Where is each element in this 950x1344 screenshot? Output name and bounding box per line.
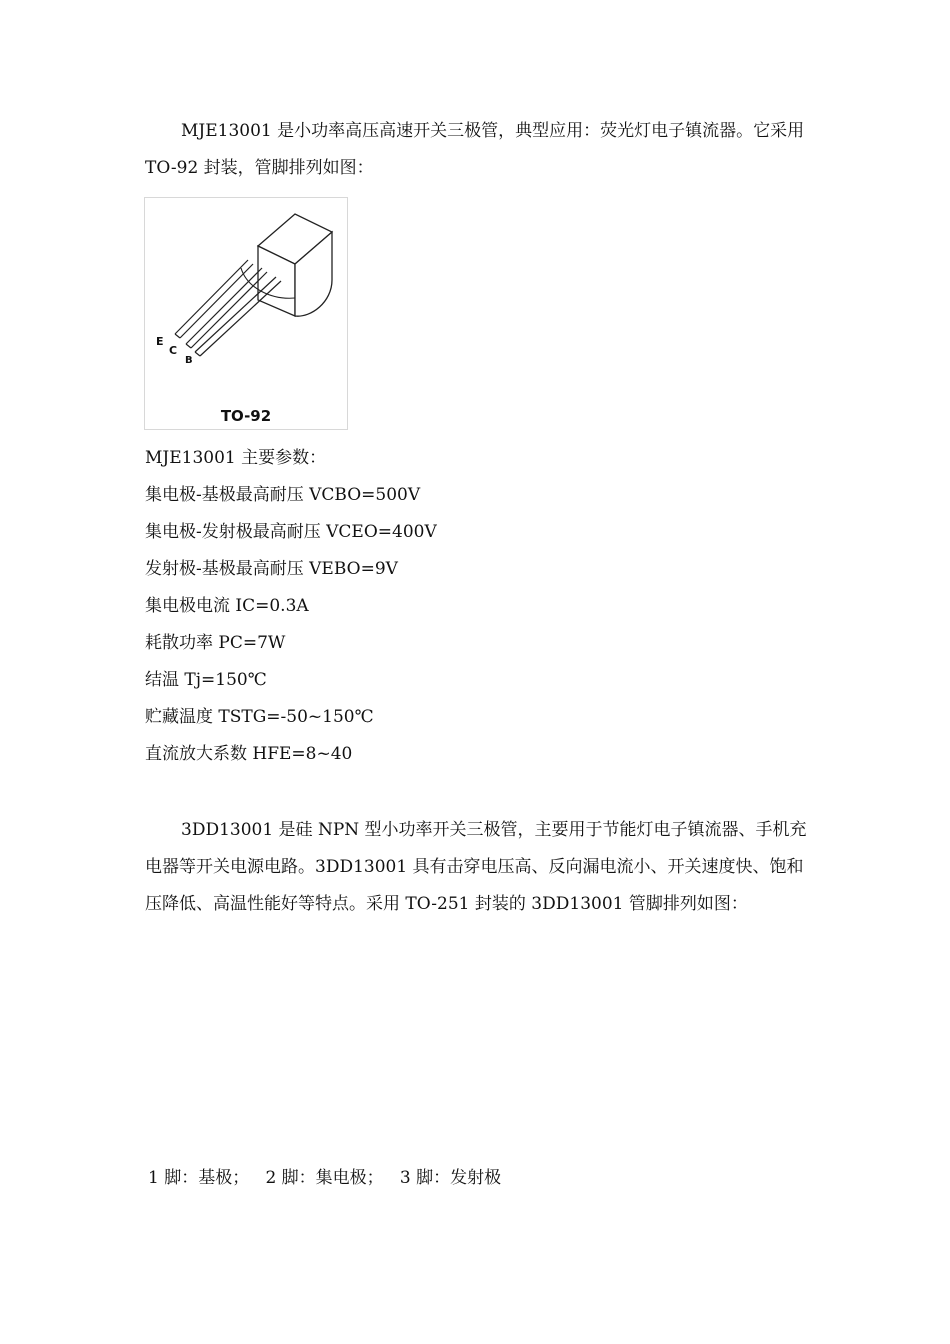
param-item: 耗散功率 PC=7W <box>145 633 286 653</box>
pin-label-b: B <box>185 355 193 366</box>
params-heading: MJE13001 主要参数： <box>145 448 327 468</box>
intro-paragraph <box>145 113 810 187</box>
section2-paragraph <box>145 812 810 923</box>
param-item: 发射极-基极最高耐压 VEBO=9V <box>145 559 398 579</box>
param-item: 结温 Tj=150℃ <box>145 670 267 690</box>
param-item: 集电极-发射极最高耐压 VCEO=400V <box>145 522 437 542</box>
intro-text: MJE13001 是小功率高压高速开关三极管，典型应用：荧光灯电子镇流器。它采用 TO-92 封装，管脚排列如图： <box>145 121 805 178</box>
param-item: 集电极电流 IC=0.3A <box>145 596 309 616</box>
pin-assignment-line <box>148 1166 501 1190</box>
pin-1: 1 脚：基极； <box>148 1168 250 1188</box>
param-item: 贮藏温度 TSTG=-50~150℃ <box>145 707 374 727</box>
param-item: 集电极-基极最高耐压 VCBO=500V <box>145 485 421 505</box>
pin-2: 2 脚：集电极； <box>265 1168 384 1188</box>
to92-figure <box>144 197 348 430</box>
package-label: TO-92 <box>220 407 272 425</box>
to92-package-drawing <box>145 198 347 429</box>
section2-text: 3DD13001 是硅 NPN 型小功率开关三极管，主要用于节能灯电子镇流器、手机充电器等开关电源电路。3DD13001 具有击穿电压高、反向漏电流小、开关速度快、饱和压降低、高温性能好等特点。采用 TO-251 封装的 3DD13001 管脚排列如图： <box>145 820 807 914</box>
pin-3: 3 脚：发射极 <box>399 1168 502 1188</box>
param-item: 直流放大系数 HFE=8~40 <box>145 744 353 764</box>
pin-label-e: E <box>156 335 164 348</box>
pin-label-c: C <box>169 344 178 357</box>
